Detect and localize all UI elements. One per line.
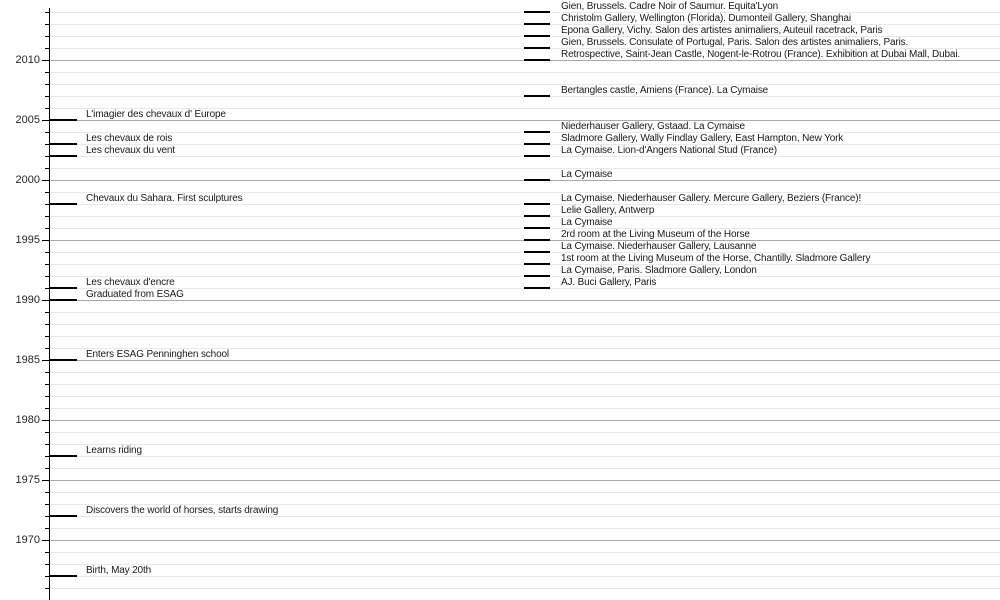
- exhibition-event-label: Christolm Gallery, Wellington (Florida). Dumonteil Gallery, Shanghai: [561, 13, 851, 24]
- year-gridline-minor: [50, 312, 1000, 313]
- life-event-marker: [49, 155, 77, 157]
- life-event-marker: [49, 359, 77, 361]
- axis-tick-minor: [45, 324, 49, 325]
- axis-tick-minor: [45, 132, 49, 133]
- axis-tick-minor: [45, 276, 49, 277]
- year-gridline-minor: [50, 552, 1000, 553]
- year-gridline-minor: [50, 72, 1000, 73]
- year-gridline-minor: [50, 384, 1000, 385]
- axis-tick-minor: [45, 396, 49, 397]
- life-event-label: Birth, May 20th: [86, 565, 152, 576]
- axis-tick-minor: [45, 108, 49, 109]
- axis-tick-major: [42, 420, 49, 421]
- year-gridline-major: [50, 420, 1000, 421]
- axis-tick-minor: [45, 12, 49, 13]
- year-gridline-minor: [50, 444, 1000, 445]
- exhibition-event-marker: [524, 215, 550, 217]
- year-gridline-major: [50, 480, 1000, 481]
- axis-tick-major: [42, 180, 49, 181]
- year-gridline-minor: [50, 528, 1000, 529]
- axis-tick-minor: [45, 444, 49, 445]
- exhibition-event-marker: [524, 263, 550, 265]
- axis-tick-minor: [45, 264, 49, 265]
- exhibition-event-marker: [524, 251, 550, 253]
- exhibition-event-marker: [524, 95, 550, 97]
- axis-tick-minor: [45, 348, 49, 349]
- axis-year-label: 1970: [15, 534, 40, 546]
- life-event-marker: [49, 143, 77, 145]
- exhibition-event-label: La Cymaise, Paris. Sladmore Gallery, London: [561, 265, 757, 276]
- year-gridline-minor: [50, 324, 1000, 325]
- exhibition-event-label: 2rd room at the Living Museum of the Horse: [561, 229, 750, 240]
- year-gridline-minor: [50, 396, 1000, 397]
- axis-tick-minor: [45, 84, 49, 85]
- axis-tick-minor: [45, 528, 49, 529]
- life-event-label: Les chevaux du vent: [86, 145, 175, 156]
- exhibition-event-label: 1st room at the Living Museum of the Horse, Chantilly. Sladmore Gallery: [561, 253, 871, 264]
- life-event-label: Enters ESAG Penninghen school: [86, 349, 229, 360]
- axis-tick-minor: [45, 48, 49, 49]
- axis-tick-minor: [45, 384, 49, 385]
- axis-year-label: 2000: [15, 174, 40, 186]
- axis-tick-minor: [45, 228, 49, 229]
- axis-tick-minor: [45, 36, 49, 37]
- year-gridline-minor: [50, 432, 1000, 433]
- axis-tick-major: [42, 300, 49, 301]
- year-gridline-minor: [50, 336, 1000, 337]
- axis-tick-minor: [45, 72, 49, 73]
- exhibition-event-marker: [524, 11, 550, 13]
- exhibition-event-label: Gien, Brussels. Cadre Noir of Saumur. Equita'Lyon: [561, 1, 779, 12]
- year-gridline-major: [50, 360, 1000, 361]
- exhibition-event-marker: [524, 131, 550, 133]
- axis-tick-minor: [45, 336, 49, 337]
- axis-tick-minor: [45, 168, 49, 169]
- year-gridline-minor: [50, 84, 1000, 85]
- exhibition-event-marker: [524, 239, 550, 241]
- life-event-label: Graduated from ESAG: [86, 289, 184, 300]
- life-event-marker: [49, 515, 77, 517]
- axis-tick-major: [42, 540, 49, 541]
- exhibition-event-label: Gien, Brussels. Consulate of Portugal, Paris. Salon des artistes animaliers, Paris.: [561, 37, 909, 48]
- axis-year-label: 1980: [15, 414, 40, 426]
- exhibition-event-label: Bertangles castle, Amiens (France). La Cymaise: [561, 85, 769, 96]
- year-axis-line: [49, 8, 50, 600]
- exhibition-event-marker: [524, 287, 550, 289]
- exhibition-event-marker: [524, 59, 550, 61]
- axis-tick-minor: [45, 312, 49, 313]
- axis-year-label: 1990: [15, 294, 40, 306]
- year-gridline-minor: [50, 408, 1000, 409]
- exhibition-event-marker: [524, 275, 550, 277]
- life-event-marker: [49, 203, 77, 205]
- year-gridline-minor: [50, 576, 1000, 577]
- exhibition-event-marker: [524, 143, 550, 145]
- axis-tick-minor: [45, 432, 49, 433]
- axis-tick-major: [42, 480, 49, 481]
- axis-tick-minor: [45, 564, 49, 565]
- axis-tick-minor: [45, 96, 49, 97]
- axis-year-label: 1995: [15, 234, 40, 246]
- axis-tick-minor: [45, 588, 49, 589]
- year-gridline-minor: [50, 492, 1000, 493]
- exhibition-event-label: Epona Gallery, Vichy. Salon des artistes animaliers, Auteuil racetrack, Paris: [561, 25, 883, 36]
- axis-year-label: 2010: [15, 54, 40, 66]
- axis-tick-minor: [45, 468, 49, 469]
- axis-tick-minor: [45, 252, 49, 253]
- axis-tick-minor: [45, 372, 49, 373]
- life-event-marker: [49, 299, 77, 301]
- exhibition-event-marker: [524, 35, 550, 37]
- axis-tick-minor: [45, 408, 49, 409]
- exhibition-event-label: La Cymaise: [561, 169, 613, 180]
- life-event-label: Chevaux du Sahara. First sculptures: [86, 193, 243, 204]
- axis-tick-minor: [45, 24, 49, 25]
- life-event-marker: [49, 287, 77, 289]
- exhibition-event-label: Sladmore Gallery, Wally Findlay Gallery, East Hampton, New York: [561, 133, 844, 144]
- axis-tick-minor: [45, 192, 49, 193]
- life-event-marker: [49, 575, 77, 577]
- life-event-label: Discovers the world of horses, starts drawing: [86, 505, 279, 516]
- year-gridline-minor: [50, 516, 1000, 517]
- axis-year-label: 2005: [15, 114, 40, 126]
- axis-tick-major: [42, 60, 49, 61]
- axis-tick-minor: [45, 216, 49, 217]
- exhibition-event-label: Niederhauser Gallery, Gstaad. La Cymaise: [561, 121, 745, 132]
- life-event-label: Learns riding: [86, 445, 142, 456]
- year-gridline-minor: [50, 588, 1000, 589]
- exhibition-event-marker: [524, 23, 550, 25]
- life-event-label: Les chevaux de rois: [86, 133, 173, 144]
- exhibition-event-label: La Cymaise: [561, 217, 613, 228]
- axis-tick-minor: [45, 504, 49, 505]
- exhibition-event-label: La Cymaise. Niederhauser Gallery, Lausanne: [561, 241, 757, 252]
- exhibition-event-label: AJ. Buci Gallery, Paris: [561, 277, 657, 288]
- year-gridline-minor: [50, 168, 1000, 169]
- exhibition-event-marker: [524, 47, 550, 49]
- exhibition-event-marker: [524, 203, 550, 205]
- exhibition-event-marker: [524, 179, 550, 181]
- year-gridline-minor: [50, 372, 1000, 373]
- life-event-marker: [49, 455, 77, 457]
- exhibition-event-marker: [524, 227, 550, 229]
- life-event-marker: [49, 119, 77, 121]
- year-gridline-major: [50, 300, 1000, 301]
- year-gridline-minor: [50, 564, 1000, 565]
- axis-tick-major: [42, 360, 49, 361]
- exhibition-event-label: Retrospective, Saint-Jean Castle, Nogent-le-Rotrou (France). Exhibition at Dubai Mall, Dubai.: [561, 49, 961, 60]
- axis-year-label: 1985: [15, 354, 40, 366]
- axis-tick-major: [42, 240, 49, 241]
- year-gridline-major: [50, 120, 1000, 121]
- axis-tick-minor: [45, 552, 49, 553]
- year-gridline-major: [50, 540, 1000, 541]
- axis-year-label: 1975: [15, 474, 40, 486]
- life-event-label: Les chevaux d'encre: [86, 277, 175, 288]
- year-gridline-minor: [50, 468, 1000, 469]
- axis-tick-major: [42, 120, 49, 121]
- exhibition-event-label: La Cymaise. Lion-d'Angers National Stud (France): [561, 145, 777, 156]
- exhibition-event-label: Lelie Gallery, Antwerp: [561, 205, 655, 216]
- exhibition-event-marker: [524, 155, 550, 157]
- year-gridline-minor: [50, 456, 1000, 457]
- axis-tick-minor: [45, 492, 49, 493]
- life-event-label: L'imagier des chevaux d' Europe: [86, 109, 226, 120]
- exhibition-event-label: La Cymaise. Niederhauser Gallery. Mercure Gallery, Beziers (France)!: [561, 193, 862, 204]
